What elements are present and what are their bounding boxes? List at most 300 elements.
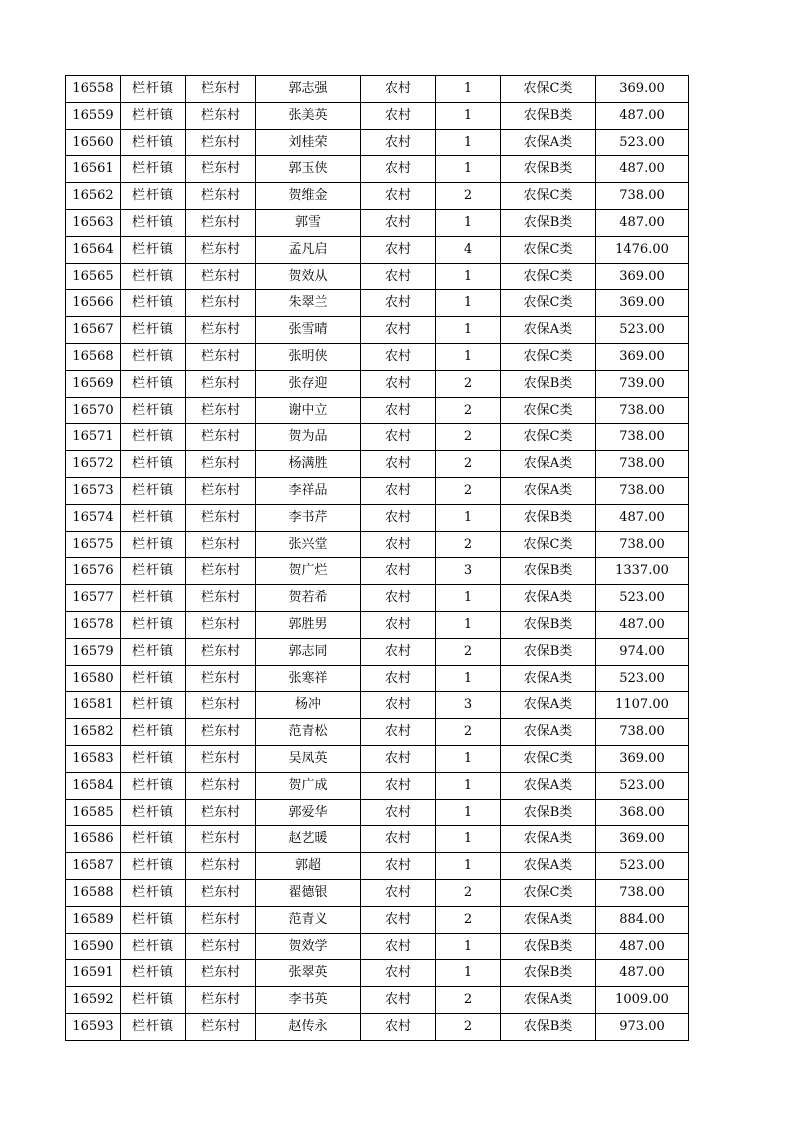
cell-name: 朱翠兰	[256, 290, 361, 317]
cell-village: 栏东村	[186, 424, 256, 451]
cell-amount: 487.00	[596, 960, 689, 987]
cell-count: 2	[436, 1013, 501, 1040]
cell-town: 栏杆镇	[121, 665, 186, 692]
cell-id: 16577	[66, 585, 121, 612]
cell-id: 16569	[66, 370, 121, 397]
cell-amount: 369.00	[596, 76, 689, 103]
cell-name: 郭雪	[256, 209, 361, 236]
cell-village: 栏东村	[186, 853, 256, 880]
cell-name: 郭超	[256, 853, 361, 880]
cell-amount: 1337.00	[596, 558, 689, 585]
cell-count: 2	[436, 987, 501, 1014]
cell-type: 农村	[361, 745, 436, 772]
cell-amount: 1107.00	[596, 692, 689, 719]
cell-type: 农村	[361, 183, 436, 210]
cell-town: 栏杆镇	[121, 585, 186, 612]
cell-name: 翟德银	[256, 879, 361, 906]
cell-village: 栏东村	[186, 879, 256, 906]
cell-name: 张存迎	[256, 370, 361, 397]
cell-count: 2	[436, 183, 501, 210]
cell-amount: 369.00	[596, 343, 689, 370]
cell-amount: 487.00	[596, 504, 689, 531]
cell-category: 农保C类	[501, 76, 596, 103]
cell-town: 栏杆镇	[121, 987, 186, 1014]
cell-town: 栏杆镇	[121, 853, 186, 880]
cell-count: 2	[436, 451, 501, 478]
cell-id: 16576	[66, 558, 121, 585]
table-row	[66, 772, 689, 799]
cell-amount: 523.00	[596, 665, 689, 692]
cell-name: 贺广成	[256, 772, 361, 799]
cell-village: 栏东村	[186, 477, 256, 504]
cell-name: 贺为品	[256, 424, 361, 451]
cell-village: 栏东村	[186, 1013, 256, 1040]
cell-id: 16588	[66, 879, 121, 906]
cell-town: 栏杆镇	[121, 76, 186, 103]
cell-name: 郭志强	[256, 76, 361, 103]
cell-id: 16570	[66, 397, 121, 424]
cell-name: 杨冲	[256, 692, 361, 719]
cell-amount: 738.00	[596, 424, 689, 451]
cell-type: 农村	[361, 611, 436, 638]
cell-category: 农保A类	[501, 692, 596, 719]
table-row	[66, 424, 689, 451]
cell-id: 16580	[66, 665, 121, 692]
cell-category: 农保A类	[501, 585, 596, 612]
cell-category: 农保B类	[501, 156, 596, 183]
cell-name: 贺广烂	[256, 558, 361, 585]
cell-village: 栏东村	[186, 719, 256, 746]
cell-amount: 487.00	[596, 611, 689, 638]
table-row	[66, 397, 689, 424]
cell-type: 农村	[361, 665, 436, 692]
cell-town: 栏杆镇	[121, 558, 186, 585]
cell-name: 张寒祥	[256, 665, 361, 692]
cell-count: 2	[436, 477, 501, 504]
table-row	[66, 611, 689, 638]
cell-amount: 973.00	[596, 1013, 689, 1040]
cell-village: 栏东村	[186, 397, 256, 424]
cell-amount: 523.00	[596, 129, 689, 156]
cell-count: 1	[436, 933, 501, 960]
cell-id: 16593	[66, 1013, 121, 1040]
cell-id: 16586	[66, 826, 121, 853]
cell-count: 1	[436, 209, 501, 236]
table-body	[66, 76, 689, 1041]
cell-village: 栏东村	[186, 960, 256, 987]
cell-name: 范青松	[256, 719, 361, 746]
cell-village: 栏东村	[186, 263, 256, 290]
table-row	[66, 236, 689, 263]
table-row	[66, 129, 689, 156]
cell-type: 农村	[361, 343, 436, 370]
cell-id: 16567	[66, 317, 121, 344]
table-row	[66, 960, 689, 987]
cell-village: 栏东村	[186, 236, 256, 263]
cell-village: 栏东村	[186, 665, 256, 692]
cell-amount: 1476.00	[596, 236, 689, 263]
cell-name: 李祥品	[256, 477, 361, 504]
cell-amount: 368.00	[596, 799, 689, 826]
table-row	[66, 183, 689, 210]
cell-name: 张兴堂	[256, 531, 361, 558]
table-row	[66, 477, 689, 504]
cell-category: 农保C类	[501, 236, 596, 263]
cell-count: 1	[436, 745, 501, 772]
cell-id: 16583	[66, 745, 121, 772]
cell-count: 2	[436, 424, 501, 451]
table-row	[66, 370, 689, 397]
table-row	[66, 531, 689, 558]
cell-category: 农保B类	[501, 960, 596, 987]
cell-village: 栏东村	[186, 906, 256, 933]
cell-village: 栏东村	[186, 290, 256, 317]
cell-category: 农保A类	[501, 317, 596, 344]
cell-count: 2	[436, 397, 501, 424]
cell-type: 农村	[361, 879, 436, 906]
cell-count: 1	[436, 343, 501, 370]
cell-amount: 1009.00	[596, 987, 689, 1014]
cell-category: 农保C类	[501, 343, 596, 370]
cell-name: 吴凤英	[256, 745, 361, 772]
table-row	[66, 156, 689, 183]
cell-id: 16589	[66, 906, 121, 933]
cell-name: 赵传永	[256, 1013, 361, 1040]
cell-type: 农村	[361, 1013, 436, 1040]
cell-type: 农村	[361, 424, 436, 451]
cell-town: 栏杆镇	[121, 129, 186, 156]
cell-category: 农保A类	[501, 772, 596, 799]
cell-category: 农保C类	[501, 290, 596, 317]
cell-category: 农保A类	[501, 451, 596, 478]
cell-id: 16573	[66, 477, 121, 504]
cell-village: 栏东村	[186, 531, 256, 558]
cell-count: 1	[436, 853, 501, 880]
table-row	[66, 719, 689, 746]
cell-type: 农村	[361, 102, 436, 129]
cell-amount: 369.00	[596, 826, 689, 853]
cell-town: 栏杆镇	[121, 719, 186, 746]
cell-category: 农保A类	[501, 853, 596, 880]
cell-id: 16585	[66, 799, 121, 826]
cell-amount: 369.00	[596, 290, 689, 317]
cell-village: 栏东村	[186, 772, 256, 799]
cell-name: 张美英	[256, 102, 361, 129]
cell-village: 栏东村	[186, 504, 256, 531]
cell-name: 李书芹	[256, 504, 361, 531]
cell-town: 栏杆镇	[121, 424, 186, 451]
cell-town: 栏杆镇	[121, 290, 186, 317]
cell-amount: 487.00	[596, 209, 689, 236]
cell-town: 栏杆镇	[121, 745, 186, 772]
cell-name: 杨满胜	[256, 451, 361, 478]
cell-name: 赵艺暖	[256, 826, 361, 853]
cell-village: 栏东村	[186, 611, 256, 638]
cell-town: 栏杆镇	[121, 504, 186, 531]
cell-id: 16568	[66, 343, 121, 370]
cell-id: 16572	[66, 451, 121, 478]
cell-id: 16574	[66, 504, 121, 531]
cell-town: 栏杆镇	[121, 531, 186, 558]
cell-type: 农村	[361, 317, 436, 344]
cell-name: 张明侠	[256, 343, 361, 370]
cell-town: 栏杆镇	[121, 209, 186, 236]
cell-id: 16559	[66, 102, 121, 129]
cell-village: 栏东村	[186, 585, 256, 612]
cell-category: 农保B类	[501, 1013, 596, 1040]
cell-type: 农村	[361, 933, 436, 960]
table-row	[66, 906, 689, 933]
cell-category: 农保C类	[501, 263, 596, 290]
cell-amount: 487.00	[596, 933, 689, 960]
cell-amount: 738.00	[596, 451, 689, 478]
table-row	[66, 853, 689, 880]
cell-category: 农保C类	[501, 745, 596, 772]
cell-category: 农保A类	[501, 129, 596, 156]
cell-count: 1	[436, 263, 501, 290]
cell-amount: 523.00	[596, 585, 689, 612]
table-row	[66, 826, 689, 853]
cell-count: 1	[436, 76, 501, 103]
cell-type: 农村	[361, 290, 436, 317]
table-row	[66, 504, 689, 531]
cell-type: 农村	[361, 987, 436, 1014]
cell-name: 孟凡启	[256, 236, 361, 263]
cell-id: 16563	[66, 209, 121, 236]
cell-id: 16584	[66, 772, 121, 799]
table-row	[66, 451, 689, 478]
cell-type: 农村	[361, 76, 436, 103]
table-row	[66, 745, 689, 772]
cell-type: 农村	[361, 719, 436, 746]
cell-amount: 523.00	[596, 853, 689, 880]
cell-count: 2	[436, 638, 501, 665]
cell-name: 郭志同	[256, 638, 361, 665]
table-row	[66, 665, 689, 692]
cell-town: 栏杆镇	[121, 933, 186, 960]
cell-type: 农村	[361, 531, 436, 558]
cell-town: 栏杆镇	[121, 263, 186, 290]
cell-category: 农保B类	[501, 933, 596, 960]
cell-category: 农保A类	[501, 906, 596, 933]
cell-count: 1	[436, 611, 501, 638]
cell-category: 农保B类	[501, 638, 596, 665]
cell-village: 栏东村	[186, 933, 256, 960]
cell-type: 农村	[361, 772, 436, 799]
cell-category: 农保A类	[501, 665, 596, 692]
cell-village: 栏东村	[186, 451, 256, 478]
cell-type: 农村	[361, 397, 436, 424]
cell-town: 栏杆镇	[121, 638, 186, 665]
cell-village: 栏东村	[186, 102, 256, 129]
cell-town: 栏杆镇	[121, 692, 186, 719]
cell-amount: 974.00	[596, 638, 689, 665]
cell-name: 贺效学	[256, 933, 361, 960]
cell-name: 贺若希	[256, 585, 361, 612]
cell-count: 2	[436, 370, 501, 397]
cell-category: 农保B类	[501, 102, 596, 129]
cell-id: 16581	[66, 692, 121, 719]
cell-town: 栏杆镇	[121, 317, 186, 344]
table-row	[66, 585, 689, 612]
cell-name: 张翠英	[256, 960, 361, 987]
cell-count: 2	[436, 719, 501, 746]
cell-count: 1	[436, 772, 501, 799]
table-row	[66, 558, 689, 585]
cell-name: 郭胜男	[256, 611, 361, 638]
cell-town: 栏杆镇	[121, 1013, 186, 1040]
table-row	[66, 692, 689, 719]
cell-type: 农村	[361, 906, 436, 933]
cell-count: 2	[436, 879, 501, 906]
cell-town: 栏杆镇	[121, 826, 186, 853]
cell-town: 栏杆镇	[121, 236, 186, 263]
cell-type: 农村	[361, 826, 436, 853]
table-row	[66, 317, 689, 344]
cell-id: 16592	[66, 987, 121, 1014]
cell-village: 栏东村	[186, 370, 256, 397]
cell-town: 栏杆镇	[121, 879, 186, 906]
table-row	[66, 102, 689, 129]
cell-count: 1	[436, 504, 501, 531]
cell-type: 农村	[361, 558, 436, 585]
cell-category: 农保C类	[501, 183, 596, 210]
cell-town: 栏杆镇	[121, 343, 186, 370]
table-row	[66, 343, 689, 370]
cell-category: 农保C类	[501, 424, 596, 451]
cell-village: 栏东村	[186, 987, 256, 1014]
cell-count: 1	[436, 799, 501, 826]
cell-type: 农村	[361, 853, 436, 880]
cell-village: 栏东村	[186, 76, 256, 103]
cell-type: 农村	[361, 263, 436, 290]
cell-id: 16579	[66, 638, 121, 665]
cell-id: 16578	[66, 611, 121, 638]
cell-type: 农村	[361, 451, 436, 478]
cell-amount: 738.00	[596, 531, 689, 558]
cell-category: 农保B类	[501, 558, 596, 585]
cell-count: 1	[436, 102, 501, 129]
cell-amount: 738.00	[596, 719, 689, 746]
cell-amount: 738.00	[596, 477, 689, 504]
cell-name: 李书英	[256, 987, 361, 1014]
cell-count: 1	[436, 585, 501, 612]
cell-count: 1	[436, 290, 501, 317]
cell-name: 贺效从	[256, 263, 361, 290]
cell-type: 农村	[361, 638, 436, 665]
cell-village: 栏东村	[186, 129, 256, 156]
cell-type: 农村	[361, 129, 436, 156]
cell-type: 农村	[361, 504, 436, 531]
table-row	[66, 933, 689, 960]
cell-category: 农保C类	[501, 531, 596, 558]
cell-type: 农村	[361, 209, 436, 236]
cell-town: 栏杆镇	[121, 960, 186, 987]
cell-id: 16575	[66, 531, 121, 558]
cell-id: 16561	[66, 156, 121, 183]
cell-village: 栏东村	[186, 156, 256, 183]
cell-name: 郭玉侠	[256, 156, 361, 183]
cell-amount: 369.00	[596, 263, 689, 290]
cell-category: 农保B类	[501, 209, 596, 236]
cell-town: 栏杆镇	[121, 397, 186, 424]
cell-type: 农村	[361, 156, 436, 183]
cell-village: 栏东村	[186, 799, 256, 826]
cell-village: 栏东村	[186, 826, 256, 853]
cell-id: 16560	[66, 129, 121, 156]
cell-category: 农保B类	[501, 504, 596, 531]
cell-category: 农保C类	[501, 879, 596, 906]
cell-amount: 884.00	[596, 906, 689, 933]
cell-amount: 369.00	[596, 745, 689, 772]
cell-type: 农村	[361, 370, 436, 397]
table-row	[66, 799, 689, 826]
cell-town: 栏杆镇	[121, 906, 186, 933]
table-row	[66, 1013, 689, 1040]
cell-id: 16564	[66, 236, 121, 263]
table-row	[66, 263, 689, 290]
cell-count: 2	[436, 531, 501, 558]
cell-category: 农保A类	[501, 719, 596, 746]
cell-name: 张雪晴	[256, 317, 361, 344]
cell-id: 16565	[66, 263, 121, 290]
cell-town: 栏杆镇	[121, 156, 186, 183]
cell-village: 栏东村	[186, 343, 256, 370]
cell-village: 栏东村	[186, 209, 256, 236]
cell-amount: 739.00	[596, 370, 689, 397]
cell-type: 农村	[361, 585, 436, 612]
cell-town: 栏杆镇	[121, 102, 186, 129]
cell-count: 1	[436, 665, 501, 692]
cell-id: 16582	[66, 719, 121, 746]
cell-name: 贺维金	[256, 183, 361, 210]
cell-type: 农村	[361, 960, 436, 987]
cell-count: 2	[436, 906, 501, 933]
cell-type: 农村	[361, 692, 436, 719]
cell-id: 16587	[66, 853, 121, 880]
cell-category: 农保A类	[501, 987, 596, 1014]
cell-count: 3	[436, 692, 501, 719]
cell-count: 1	[436, 317, 501, 344]
table-row	[66, 638, 689, 665]
cell-count: 4	[436, 236, 501, 263]
cell-town: 栏杆镇	[121, 477, 186, 504]
cell-name: 范青义	[256, 906, 361, 933]
cell-name: 郭爱华	[256, 799, 361, 826]
cell-category: 农保B类	[501, 799, 596, 826]
table-row	[66, 987, 689, 1014]
cell-town: 栏杆镇	[121, 370, 186, 397]
cell-name: 谢中立	[256, 397, 361, 424]
cell-id: 16562	[66, 183, 121, 210]
cell-village: 栏东村	[186, 183, 256, 210]
cell-village: 栏东村	[186, 745, 256, 772]
cell-id: 16571	[66, 424, 121, 451]
cell-amount: 738.00	[596, 879, 689, 906]
cell-amount: 523.00	[596, 772, 689, 799]
cell-count: 1	[436, 826, 501, 853]
cell-amount: 487.00	[596, 102, 689, 129]
cell-id: 16591	[66, 960, 121, 987]
cell-town: 栏杆镇	[121, 451, 186, 478]
cell-amount: 487.00	[596, 156, 689, 183]
cell-category: 农保B类	[501, 611, 596, 638]
cell-town: 栏杆镇	[121, 772, 186, 799]
cell-id: 16590	[66, 933, 121, 960]
cell-type: 农村	[361, 477, 436, 504]
cell-town: 栏杆镇	[121, 183, 186, 210]
cell-town: 栏杆镇	[121, 611, 186, 638]
